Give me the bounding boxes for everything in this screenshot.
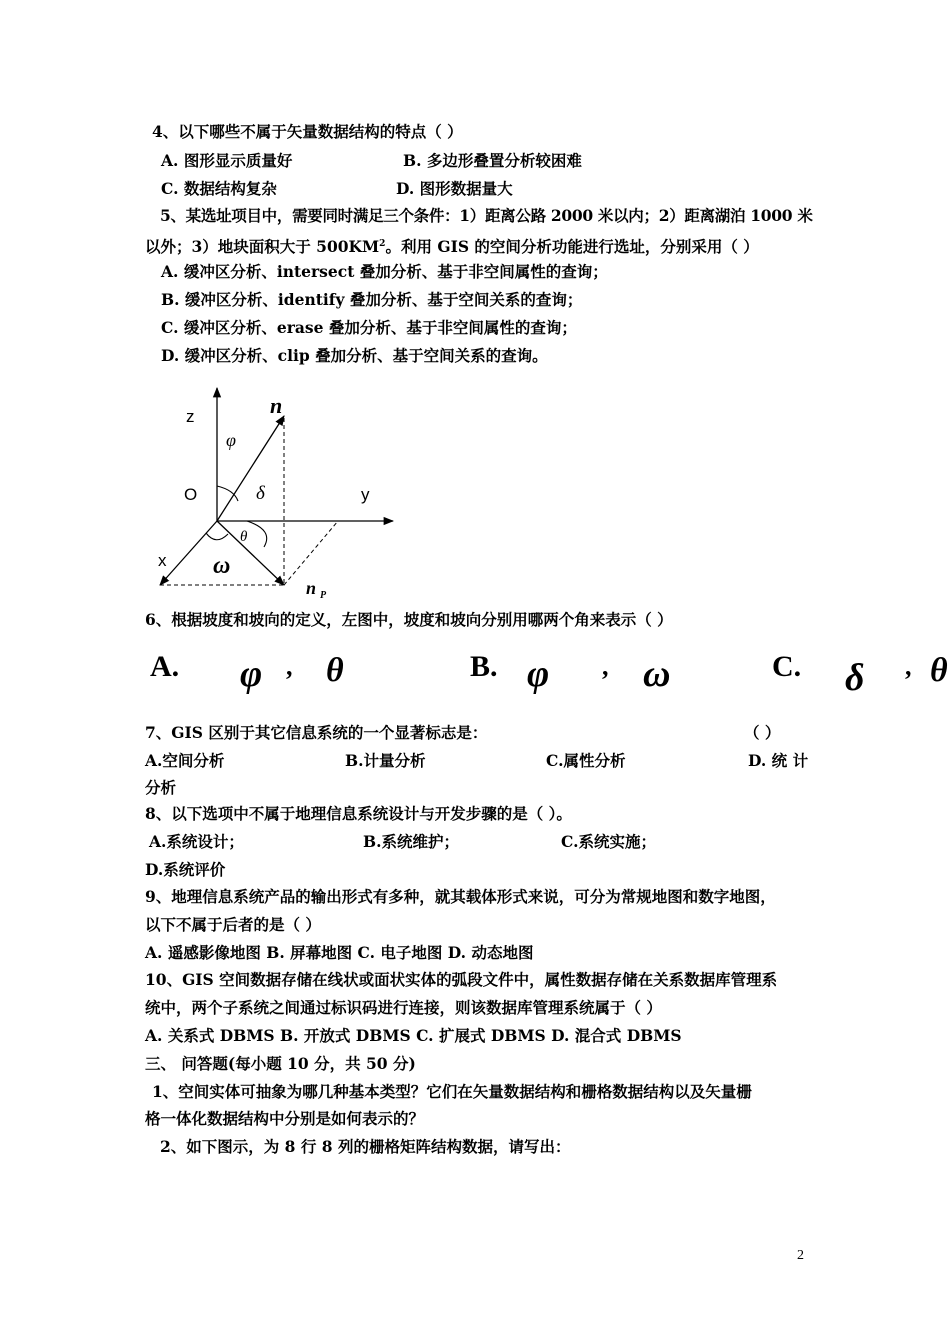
q7-option-d-cont: 分析 [145,778,177,797]
section3-q1-line1: 1、空间实体可抽象为哪几种基本类型？它们在矢量数据结构和栅格数据结构以及矢量栅 [152,1082,752,1101]
q8-option-b: B.系统维护； [363,832,459,851]
np-label: n [306,578,317,598]
section3-q2: 2、如下图示，为 8 行 8 列的栅格矩阵结构数据，请写出： [160,1137,571,1156]
q6-option-c-label: C. [772,650,802,683]
q6-option-a-first: φ [240,653,263,695]
q6-stem: 6、根据坡度和坡向的定义，左图中，坡度和坡向分别用哪两个角来表示（ ） [145,610,673,629]
q6-option-c-comma: , [905,652,912,681]
q7-stem: 7、GIS 区别于其它信息系统的一个显著标志是： [145,723,488,742]
q7-option-c: C.属性分析 [546,751,626,770]
q8-option-d: D.系统评价 [145,860,226,879]
q9-stem-line1: 9、地理信息系统产品的输出形式有多种，就其载体形式来说，可分为常规地图和数字地图， [145,887,776,906]
q6-option-b-label: B. [470,650,498,683]
q4-stem: 4、以下哪些不属于矢量数据结构的特点（ ） [152,122,463,141]
q8-stem: 8、以下选项中不属于地理信息系统设计与开发步骤的是（ ）。 [145,804,572,823]
q8-option-a: A.系统设计； [149,832,244,851]
q5-option-d: D. 缓冲区分析、clip 叠加分析、基于空间关系的查询。 [161,346,548,365]
dashed-to-y [284,521,338,585]
q5-stem-line2 [145,234,759,257]
theta-label: θ [240,529,248,545]
q7-option-b: B.计量分析 [345,751,426,770]
section3-q1-line2: 格一体化数据结构中分别是如何表示的？ [145,1109,425,1128]
q5-stem2-post: 。利用 GIS 的空间分析功能进行选址，分别采用（ ） [385,237,759,257]
q5-stem-line1: 5、某选址项目中，需要同时满足三个条件：1）距离公路 2000 米以内；2）距离湖泊 1000 米 [160,206,813,225]
q9-options: A. 遥感影像地图 B. 屏幕地图 C. 电子地图 D. 动态地图 [145,943,534,962]
theta-arc [247,521,267,547]
q7-option-d: D. 统 计 [748,751,809,770]
q4-option-c: C. 数据结构复杂 [161,179,277,198]
omega-label: ω [213,553,231,579]
q5-option-a: A. 缓冲区分析、intersect 叠加分析、基于非空间属性的查询； [161,262,608,281]
np-subscript: P [320,590,327,601]
q10-stem-line1: 10、GIS 空间数据存储在线状或面状实体的弧段文件中，属性数据存储在关系数据库管理系 [145,970,778,989]
z-label: z [186,407,195,426]
q6-option-c-first: δ [845,657,865,699]
slope-aspect-diagram [150,378,410,603]
o-label: O [184,485,198,504]
y-label: y [361,485,370,504]
q4-option-b: B. 多边形叠置分析较困难 [403,151,582,170]
q10-options: A. 关系式 DBMS B. 开放式 DBMS C. 扩展式 DBMS D. 混合式 DBMS [145,1026,682,1045]
n-label: n [270,393,283,418]
q7-option-a: A.空间分析 [145,751,225,770]
q5-stem2-pre: 以外；3）地块面积大于 500KM [145,237,380,257]
q5-option-b: B. 缓冲区分析、identify 叠加分析、基于空间关系的查询； [161,290,583,309]
q6-option-b-first: φ [527,653,550,695]
q10-stem-line2: 统中，两个子系统之间通过标识码进行连接，则该数据库管理系统属于（ ） [145,998,662,1017]
q4-option-a: A. 图形显示质量好 [161,151,293,170]
omega-arc [206,533,228,540]
x-axis [160,521,217,585]
section3-title: 三、 问答题(每小题 10 分，共 50 分) [145,1054,416,1073]
q6-option-b-second: ω [643,653,671,695]
q6-option-a-label: A. [150,650,180,683]
q6-option-a-second: θ [326,652,344,689]
q9-stem-line2: 以下不属于后者的是（ ） [145,915,321,934]
q6-option-b-comma: , [602,652,609,681]
q8-option-c: C.系统实施； [561,832,656,851]
q5-option-c: C. 缓冲区分析、erase 叠加分析、基于非空间属性的查询； [161,318,577,337]
delta-label: δ [256,483,265,504]
q6-option-a-comma: , [286,652,293,681]
q6-option-c-second: θ [930,652,948,689]
phi-label: φ [226,430,236,450]
page-number: 2 [797,1248,804,1263]
q5-stem2-sup: 2 [379,239,386,249]
q4-option-d: D. 图形数据量大 [396,179,513,198]
q7-answer-blank: （ ） [744,723,781,742]
x-label: x [158,551,167,570]
